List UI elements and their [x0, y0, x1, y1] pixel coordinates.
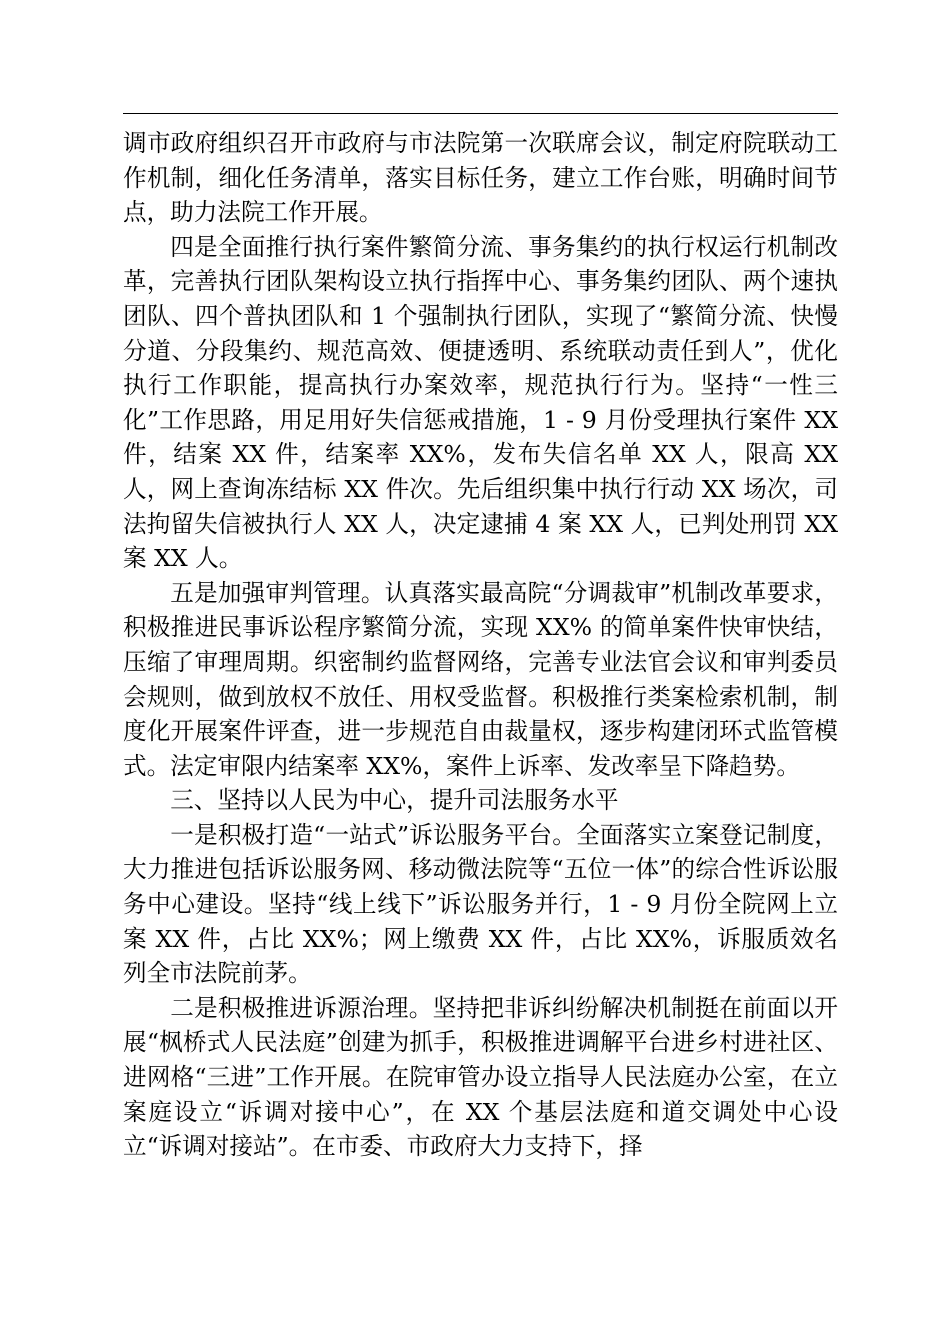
header-rule: [123, 113, 838, 114]
paragraph-continuation: 调市政府组织召开市政府与市法院第一次联席会议，制定府院联动工作机制，细化任务清单，落实目标任务，建立工作台账，明确时间节点，助力法院工作开展。: [123, 129, 838, 227]
document-body: [123, 126, 838, 1164]
section-heading: 三、坚持以人民为中心，提升司法服务水平: [170, 786, 619, 815]
paragraph-trial-management: 五是加强审判管理。认真落实最高院“分调裁审”机制改革要求，积极推进民事诉讼程序繁简分流，实现 XX% 的简单案件快审快结，压缩了审理周期。织密制约监督网络，完善专业法官会议和审判委员会规则，做到放权不放任、用权受监督。积极推行类案检索机制，制度化开展案件评查，进一步规范自由裁量权，逐步构建闭环式监管模式。法定审限内结案率 XX%，案件上诉率、发改率呈下降趋势。: [123, 578, 838, 780]
paragraph-execution-reform: 四是全面推行执行案件繁简分流、事务集约的执行权运行机制改革，完善执行团队架构设立执行指挥中心、事务集约团队、两个速执团队、四个普执团队和 1 个强制执行团队，实现了“繁简分流、快慢分道、分段集约、规范高效、便捷透明、系统联动责任到人”，优化执行工作职能，提高执行办案效率，规范执行行为。坚持“一性三化”工作思路，用足用好失信惩戒措施，1 - 9 月份受理执行案件 XX 件，结案 XX 件，结案率 XX%，发布失信名单 XX 人，限高 XX 人，网上查询冻结标 XX 件次。先后组织集中执行行动 XX 场次，司法拘留失信被执行人 XX 人，决定逮捕 4 案 XX 人，已判处刑罚 XX 案 XX 人。: [123, 232, 838, 573]
paragraph-one-stop-service: 一是积极打造“一站式”诉讼服务平台。全面落实立案登记制度，大力推进包括诉讼服务网、移动微法院等“五位一体”的综合性诉讼服务中心建设。坚持“线上线下”诉讼服务并行，1 - 9 月份全院网上立案 XX 件，占比 XX%；网上缴费 XX 件，占比 XX%，诉服质效名列全市法院前茅。: [123, 820, 838, 988]
paragraph-litigation-source: 二是积极推进诉源治理。坚持把非诉纠纷解决机制挺在前面以开展“枫桥式人民法庭”创建为抓手，积极推进调解平台进乡村进社区、进网格“三进”工作开展。在院审管办设立指导人民法庭办公室，在立案庭设立“诉调对接中心”，在 XX 个基层法庭和道交调处中心设立“诉调对接站”。在市委、市政府大力支持下，择: [123, 993, 838, 1161]
